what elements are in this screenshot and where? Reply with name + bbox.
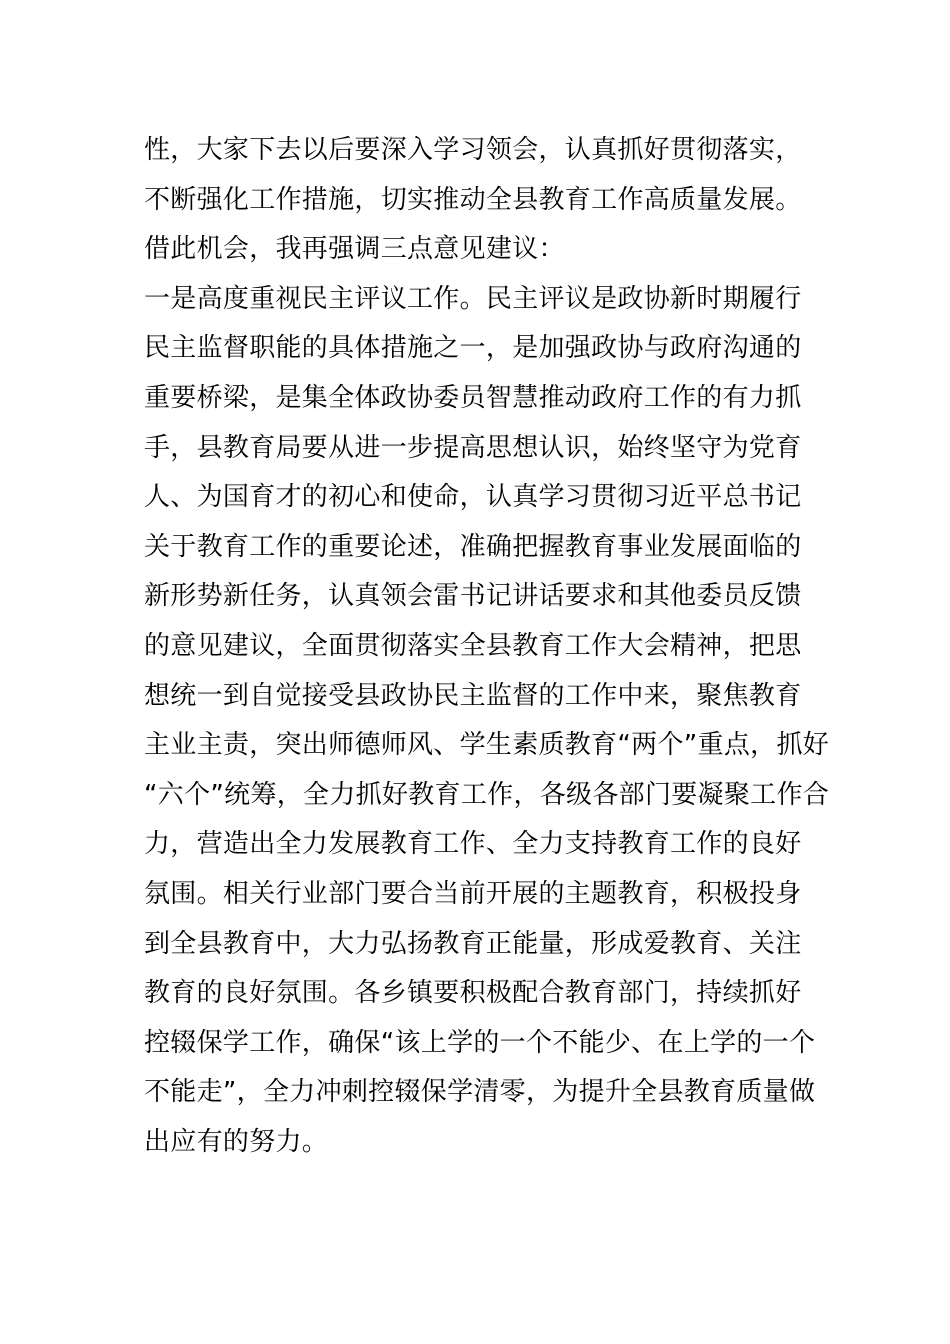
text-line: 人、为国育才的初心和使命，认真学习贯彻习近平总书记 — [144, 482, 802, 513]
text-line: 关于教育工作的重要论述，准确把握教育事业发展面临的 — [144, 531, 802, 562]
text-line: 不断强化工作措施，切实推动全县教育工作高质量发展。 — [144, 184, 802, 215]
text-line: 性，大家下去以后要深入学习领会，认真抓好贯彻落实， — [144, 135, 802, 165]
text-line: 不能走”，全力冲刺控辍保学清零，为提升全县教育质量做 — [144, 1077, 816, 1108]
text-line: 借此机会，我再强调三点意见建议： — [144, 234, 565, 265]
text-line: 出应有的努力。 — [144, 1126, 329, 1157]
document-body — [144, 126, 830, 1167]
text-line: 想统一到自觉接受县政协民主监督的工作中来，聚焦教育 — [144, 680, 802, 711]
text-line: 氛围。相关行业部门要合当前开展的主题教育，积极投身 — [144, 878, 802, 909]
text-line: 的意见建议，全面贯彻落实全县教育工作大会精神，把思 — [144, 630, 802, 661]
text-line: 主业主责，突出师德师风、学生素质教育“两个”重点，抓好 — [144, 730, 830, 761]
text-line: 新形势新任务，认真领会雷书记讲话要求和其他委员反馈 — [144, 581, 802, 612]
text-line: 控辍保学工作，确保“该上学的一个不能少、在上学的一个 — [144, 1027, 816, 1058]
text-line: 到全县教育中，大力弘扬教育正能量，形成爱教育、关注 — [144, 928, 802, 959]
text-line: 重要桥梁，是集全体政协委员智慧推动政府工作的有力抓 — [144, 382, 802, 413]
text-line: “六个”统筹，全力抓好教育工作，各级各部门要凝聚工作合 — [144, 779, 830, 810]
text-line: 手，县教育局要从进一步提高思想认识，始终坚守为党育 — [144, 432, 802, 463]
text-line: 一是高度重视民主评议工作。民主评议是政协新时期履行 — [144, 283, 802, 314]
text-line: 力，营造出全力发展教育工作、全力支持教育工作的良好 — [144, 829, 802, 860]
text-line: 民主监督职能的具体措施之一，是加强政协与政府沟通的 — [144, 333, 802, 364]
text-line: 教育的良好氛围。各乡镇要积极配合教育部门，持续抓好 — [144, 978, 802, 1009]
